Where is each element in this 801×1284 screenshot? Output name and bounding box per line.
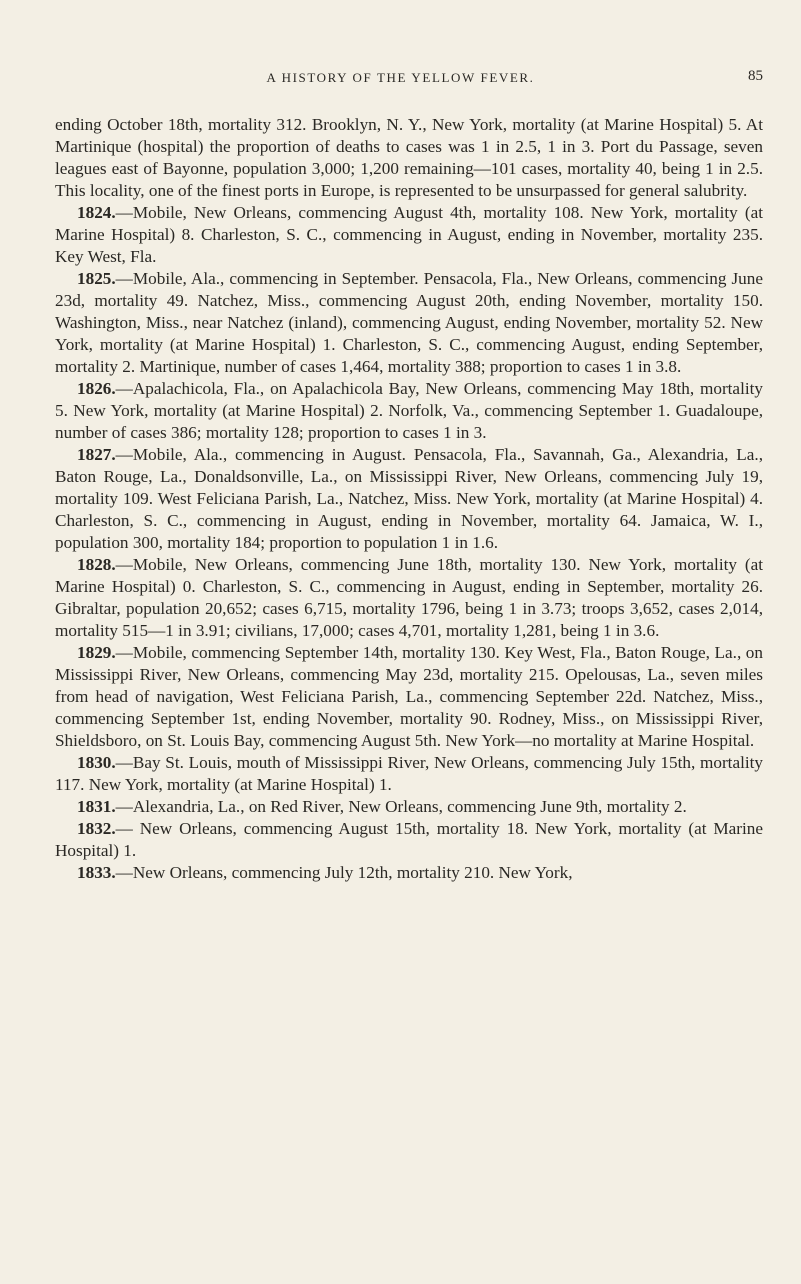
year-label: 1824. (77, 203, 116, 222)
paragraph-text: — New Orleans, commencing August 15th, mortality 18. New York, mortality (at Marine Hospital) 1. (55, 819, 763, 860)
paragraph-text: —Apalachicola, Fla., on Apalachicola Bay, New Orleans, commencing May 18th, mortality 5. New York, mortality (at Marine Hospital) 2. Norfolk, Va., commencing September 1. Guadaloupe, number of cases 386; mortality 128; proportion to cases 1 in 3. (55, 379, 763, 442)
paragraph-1826 (55, 378, 763, 444)
paragraph-text: —Mobile, New Orleans, commencing August 4th, mortality 108. New York, mortality (at Marine Hospital) 8. Charleston, S. C., commencing in August, ending in November, mortality 235. Key West, Fla. (55, 203, 763, 266)
running-head: A HISTORY OF THE YELLOW FEVER. (266, 70, 535, 85)
year-label: 1828. (77, 555, 116, 574)
year-label: 1833. (77, 863, 116, 882)
paragraph-text: —Alexandria, La., on Red River, New Orleans, commencing June 9th, mortality 2. (115, 797, 687, 816)
year-label: 1825. (77, 269, 116, 288)
paragraph-1824 (55, 202, 763, 268)
paragraph-text: —Mobile, commencing September 14th, mortality 130. Key West, Fla., Baton Rouge, La., on Mississippi River, New Orleans, commencing May 23d, mortality 215. Opelousas, La., seven miles from head of navigation, West Feliciana Parish, La., commencing September 22d. Natchez, Miss., commencing September 1st, ending November, mortality 90. Rodney, Miss., on Mississippi River, Shieldsboro, on St. Louis Bay, commencing August 5th. New York—no mortality at Marine Hospital. (55, 643, 763, 750)
paragraph-text: —Mobile, Ala., commencing in September. Pensacola, Fla., New Orleans, commencing June 23d, mortality 49. Natchez, Miss., commencing August 20th, ending November, mortality 150. Washington, Miss., near Natchez (inland), commencing August, ending November, mortality 52. New York, mortality (at Marine Hospital) 1. Charleston, S. C., commencing August, ending September, mortality 2. Martinique, number of cases 1,464, mortality 388; proportion to cases 1 in 3.8. (55, 269, 763, 376)
year-label: 1832. (77, 819, 116, 838)
paragraph-text: —Bay St. Louis, mouth of Mississippi River, New Orleans, commencing July 15th, mortality 117. New York, mortality (at Marine Hospital) 1. (55, 753, 763, 794)
year-label: 1826. (77, 379, 116, 398)
body-text (55, 114, 763, 884)
year-label: 1829. (77, 643, 116, 662)
paragraph-1833 (55, 862, 763, 884)
paragraph-text: —Mobile, Ala., commencing in August. Pensacola, Fla., Savannah, Ga., Alexandria, La., Baton Rouge, La., Donaldsonville, La., on Mississippi River, New Orleans, commencing July 19, mortality 109. West Feliciana Parish, La., Natchez, Miss. New York, mortality (at Marine Hospital) 4. Charleston, S. C., commencing in August, ending in November, mortality 64. Jamaica, W. I., population 300, mortality 184; proportion to population 1 in 1.6. (55, 445, 763, 552)
paragraph-1832 (55, 818, 763, 862)
paragraph-1827 (55, 444, 763, 554)
paragraph-text: —New Orleans, commencing July 12th, mortality 210. New York, (115, 863, 573, 882)
paragraph-1825 (55, 268, 763, 378)
page-number: 85 (748, 68, 763, 84)
paragraph-1830 (55, 752, 763, 796)
paragraph-text: ending October 18th, mortality 312. Brooklyn, N. Y., New York, mortality (at Marine Hospital) 5. At Martinique (hospital) the proportion of deaths to cases was 1 in 2.5, 1 in 3. Port du Passage, seven leagues east of Bayonne, population 3,000; 1,200 remaining—101 cases, mortality 40, being 1 in 2.5. This locality, one of the finest ports in Europe, is represented to be unsurpassed for general salubrity. (55, 115, 763, 200)
year-label: 1827. (77, 445, 116, 464)
paragraph-1828 (55, 554, 763, 642)
year-label: 1831. (77, 797, 116, 816)
paragraph-1831 (55, 796, 763, 818)
paragraph-1829 (55, 642, 763, 752)
paragraph-1823-continued (55, 114, 763, 202)
year-label: 1830. (77, 753, 116, 772)
paragraph-text: —Mobile, New Orleans, commencing June 18th, mortality 130. New York, mortality (at Marine Hospital) 0. Charleston, S. C., commencing in August, ending in September, mortality 26. Gibraltar, population 20,652; cases 6,715, mortality 1796, being 1 in 3.73; troops 3,652, cases 2,014, mortality 515—1 in 3.91; civilians, 17,000; cases 4,701, mortality 1,281, being 1 in 3.6. (55, 555, 763, 640)
